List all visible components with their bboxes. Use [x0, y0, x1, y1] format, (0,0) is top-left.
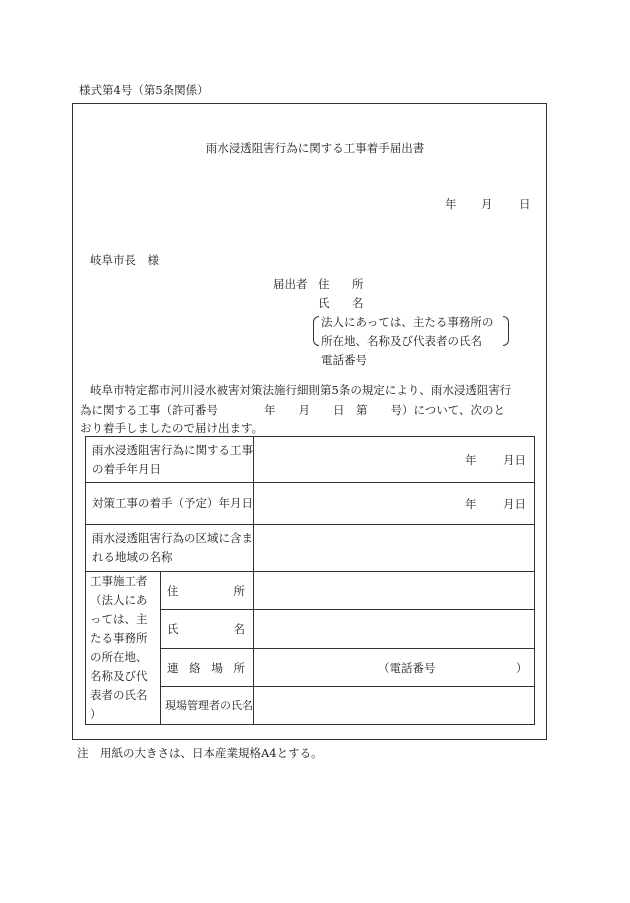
area-name-value[interactable]	[254, 525, 535, 572]
table-row	[86, 437, 535, 483]
details-table	[85, 436, 535, 725]
contractor-address-value[interactable]	[254, 572, 535, 610]
submission-date	[445, 196, 531, 212]
phone-close: ）	[516, 660, 528, 675]
left-bracket	[313, 316, 319, 346]
form-number: 様式第4号（第5条関係）	[79, 83, 209, 97]
contractor-name-label: 氏 名	[161, 610, 254, 649]
contractor-address-label: 住 所	[161, 572, 254, 610]
countermeasure-date-label: 対策工事の着手（予定）年月日	[86, 483, 254, 525]
table-row	[86, 572, 535, 610]
area-name-label: 雨水浸透阻害行為の区域に含まれる地域の名称	[86, 525, 254, 572]
notifier-name-label: 氏 名	[318, 296, 364, 310]
start-date-label: 雨水浸透阻害行為に関する工事の着手年月日	[86, 437, 254, 483]
date-year: 年	[445, 197, 457, 211]
right-bracket	[503, 316, 509, 346]
table-row	[86, 483, 535, 525]
contact-location-label: 連 絡 場 所	[161, 649, 254, 687]
contact-location-value[interactable]	[254, 649, 535, 687]
site-manager-value[interactable]	[254, 687, 535, 725]
countermeasure-date-value[interactable]: 年 月 日	[254, 483, 535, 525]
addressee: 岐阜市長 様	[90, 253, 159, 267]
start-date-value[interactable]: 年 月 日	[254, 437, 535, 483]
site-manager-label: 現場管理者の氏名	[161, 687, 254, 725]
contractor-label: 工事施工者 （法人にあ っては、主 たる事務所 の所在地、 名称及び代 表者の氏名 ）	[86, 572, 161, 725]
date-day: 日	[519, 197, 531, 211]
date-month: 月	[481, 197, 493, 211]
notifier-label: 届出者	[273, 277, 308, 291]
notifier-address-label: 住 所	[318, 277, 364, 291]
body-text-line2: 為に関する工事（許可番号 年 月 日 第 号）について、次のと	[80, 403, 506, 417]
body-text-line1: 岐阜市特定都市河川浸水被害対策法施行細則第5条の規定により、雨水浸透阻害行	[90, 383, 512, 397]
body-text-line3: おり着手しましたので届け出ます。	[80, 421, 264, 435]
corporate-note-line1: 法人にあっては、主たる事務所の	[321, 315, 494, 329]
contractor-name-value[interactable]	[254, 610, 535, 649]
corporate-note-line2: 所在地、名称及び代表者の氏名	[321, 334, 482, 348]
document-title: 雨水浸透阻害行為に関する工事着手届出書	[205, 141, 425, 155]
table-row	[86, 525, 535, 572]
phone-label: （電話番号	[378, 660, 436, 675]
footnote: 注 用紙の大きさは、日本産業規格A4とする。	[77, 746, 323, 760]
notifier-phone-label: 電話番号	[321, 353, 367, 367]
